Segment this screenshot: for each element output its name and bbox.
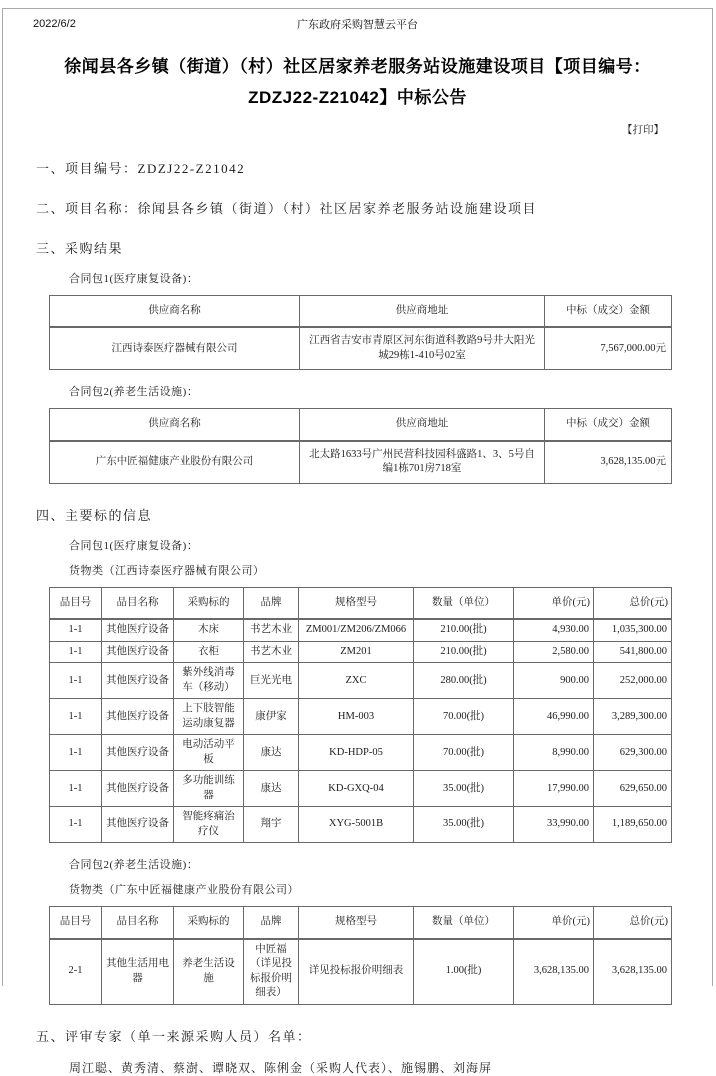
column-header-supplier-name: 供应商名称 [50, 409, 300, 441]
table-cell: 智能疼痛治疗仪 [174, 807, 244, 843]
table-cell: ZXC [299, 663, 414, 699]
table-row [50, 699, 672, 735]
table-cell: 北太路1633号广州民营科技园科盛路1、3、5号自编1栋701房718室 [300, 441, 545, 483]
table-cell: 康达 [244, 771, 299, 807]
bid-package1-category: 货物类（江西诗泰医疗器械有限公司） [69, 564, 265, 577]
table-row [50, 735, 672, 771]
table-cell: 其他生活用电器 [102, 939, 174, 1004]
print-row [3, 122, 712, 137]
column-header-total-price: 总价(元) [594, 907, 672, 939]
table-cell: KD-GXQ-04 [299, 771, 414, 807]
table-cell: 4,930.00 [514, 619, 594, 641]
section-experts: 五、评审专家（单一来源采购人员）名单： [36, 1028, 312, 1044]
table-cell: 2-1 [50, 939, 102, 1004]
table-cell: 上下肢智能运动康复器 [174, 699, 244, 735]
print-date: 2022/6/2 [33, 18, 76, 30]
table-row [50, 939, 672, 1004]
table-row [50, 807, 672, 843]
table-cell: ZM001/ZM206/ZM066 [299, 619, 414, 641]
table-cell: 252,000.00 [594, 663, 672, 699]
table-cell: 其他医疗设备 [102, 699, 174, 735]
section-project-name: 二、项目名称：徐闻县各乡镇（街道）（村）社区居家养老服务站设施建设项目 [36, 201, 538, 216]
items-table-package2 [49, 906, 672, 1004]
results-package2-label: 合同包2(养老生活设施)： [69, 386, 199, 399]
column-header-unit-price: 单价(元) [514, 587, 594, 619]
table-cell: 康达 [244, 735, 299, 771]
bid-package1-label: 合同包1(医疗康复设备)： [69, 539, 199, 552]
table-cell: 其他医疗设备 [102, 735, 174, 771]
table-cell: 629,300.00 [594, 735, 672, 771]
supplier-table-package2 [49, 408, 672, 483]
table-row [50, 619, 672, 641]
table-cell: 1.00(批) [414, 939, 514, 1004]
table-cell: 629,650.00 [594, 771, 672, 807]
column-header-subject: 采购标的 [174, 587, 244, 619]
column-header-item-no: 品目号 [50, 587, 102, 619]
table-row [50, 663, 672, 699]
column-header-brand: 品牌 [244, 587, 299, 619]
column-header-unit-price: 单价(元) [514, 907, 594, 939]
items-table-package1 [49, 587, 672, 843]
table-cell: ZM201 [299, 641, 414, 662]
platform-title: 广东政府采购智慧云平台 [297, 19, 418, 31]
table-cell: 70.00(批) [414, 699, 514, 735]
table-cell: 书艺木业 [244, 619, 299, 641]
table-cell: 1-1 [50, 619, 102, 641]
table-row [50, 771, 672, 807]
table-cell: 3,628,135.00元 [545, 441, 672, 483]
table-cell: 35.00(批) [414, 807, 514, 843]
table-cell: 其他医疗设备 [102, 663, 174, 699]
table-cell: 养老生活设施 [174, 939, 244, 1004]
table-cell: 3,289,300.00 [594, 699, 672, 735]
column-header-subject: 采购标的 [174, 907, 244, 939]
table-cell: 541,800.00 [594, 641, 672, 662]
table-cell: 210.00(批) [414, 619, 514, 641]
table-cell: 46,990.00 [514, 699, 594, 735]
table-cell: 紫外线消毒车（移动） [174, 663, 244, 699]
column-header-total-price: 总价(元) [594, 587, 672, 619]
table-header-row [50, 907, 672, 939]
table-cell: 1-1 [50, 641, 102, 662]
table-cell: 8,990.00 [514, 735, 594, 771]
column-header-quantity: 数量（单位） [414, 587, 514, 619]
column-header-item-name: 品目名称 [102, 907, 174, 939]
table-cell: 多功能训练器 [174, 771, 244, 807]
table-cell: 3,628,135.00 [514, 939, 594, 1004]
table-cell: 江西省吉安市青原区河东街道科教路9号井大阳光城29栋1-410号02室 [300, 327, 545, 369]
document-title-line2: ZDZJ22-Z21042】中标公告 [248, 88, 467, 107]
section-procurement-results: 三、采购结果 [36, 241, 124, 256]
table-cell: 280.00(批) [414, 663, 514, 699]
table-cell: KD-HDP-05 [299, 735, 414, 771]
table-header-row [50, 296, 672, 328]
column-header-model: 规格型号 [299, 907, 414, 939]
table-cell: 210.00(批) [414, 641, 514, 662]
table-cell: 详见投标报价明细表 [299, 939, 414, 1004]
table-row [50, 641, 672, 662]
table-header-row [50, 409, 672, 441]
table-cell: 7,567,000.00元 [545, 327, 672, 369]
column-header-item-no: 品目号 [50, 907, 102, 939]
table-cell: 康伊家 [244, 699, 299, 735]
table-cell: 33,990.00 [514, 807, 594, 843]
print-meta-header [3, 9, 712, 32]
section-project-number: 一、项目编号：ZDZJ22-Z21042 [36, 161, 246, 176]
bid-package2-category: 货物类（广东中匠福健康产业股份有限公司） [69, 884, 299, 897]
table-cell: 70.00(批) [414, 735, 514, 771]
table-cell: 电动活动平板 [174, 735, 244, 771]
table-cell: 衣柜 [174, 641, 244, 662]
table-cell: 1,035,300.00 [594, 619, 672, 641]
column-header-award-amount: 中标（成交）金额 [545, 409, 672, 441]
table-cell: XYG-5001B [299, 807, 414, 843]
experts-list: 周江聪、黄秀清、蔡澍、谭晓双、陈俐金（采购人代表）、施锡鹏、刘海屏 [69, 1060, 493, 1075]
document-title [3, 51, 712, 113]
column-header-brand: 品牌 [244, 907, 299, 939]
table-cell: 1-1 [50, 807, 102, 843]
supplier-table-package1 [49, 295, 672, 370]
table-cell: 木床 [174, 619, 244, 641]
column-header-item-name: 品目名称 [102, 587, 174, 619]
table-cell: 广东中匠福健康产业股份有限公司 [50, 441, 300, 483]
column-header-model: 规格型号 [299, 587, 414, 619]
bid-package2-label: 合同包2(养老生活设施)： [69, 859, 199, 872]
table-cell: 1-1 [50, 771, 102, 807]
table-cell: 1-1 [50, 663, 102, 699]
table-cell: HM-003 [299, 699, 414, 735]
table-cell: 其他医疗设备 [102, 619, 174, 641]
table-cell: 江西诗泰医疗器械有限公司 [50, 327, 300, 369]
column-header-supplier-name: 供应商名称 [50, 296, 300, 328]
table-cell: 17,990.00 [514, 771, 594, 807]
table-row [50, 441, 672, 483]
table-cell: 巨光光电 [244, 663, 299, 699]
page [2, 8, 713, 1075]
print-button[interactable]: 【打印】 [622, 124, 664, 136]
table-cell: 其他医疗设备 [102, 771, 174, 807]
table-cell: 书艺木业 [244, 641, 299, 662]
table-cell: 翔宇 [244, 807, 299, 843]
table-cell: 1,189,650.00 [594, 807, 672, 843]
table-cell: 其他医疗设备 [102, 807, 174, 843]
table-cell: 2,580.00 [514, 641, 594, 662]
table-header-row [50, 587, 672, 619]
table-cell: 1-1 [50, 735, 102, 771]
column-header-supplier-address: 供应商地址 [300, 296, 545, 328]
section-bid-info: 四、主要标的信息 [36, 507, 153, 523]
table-cell: 900.00 [514, 663, 594, 699]
table-cell: 中匠福（详见投标报价明细表） [244, 939, 299, 1004]
table-cell: 3,628,135.00 [594, 939, 672, 1004]
table-cell: 其他医疗设备 [102, 641, 174, 662]
column-header-quantity: 数量（单位） [414, 907, 514, 939]
column-header-supplier-address: 供应商地址 [300, 409, 545, 441]
results-package1-label: 合同包1(医疗康复设备)： [69, 273, 199, 285]
table-row [50, 327, 672, 369]
document-title-line1: 徐闻县各乡镇（街道）（村）社区居家养老服务站设施建设项目【项目编号： [64, 57, 651, 76]
table-cell: 1-1 [50, 699, 102, 735]
table-cell: 35.00(批) [414, 771, 514, 807]
column-header-award-amount: 中标（成交）金额 [545, 296, 672, 328]
